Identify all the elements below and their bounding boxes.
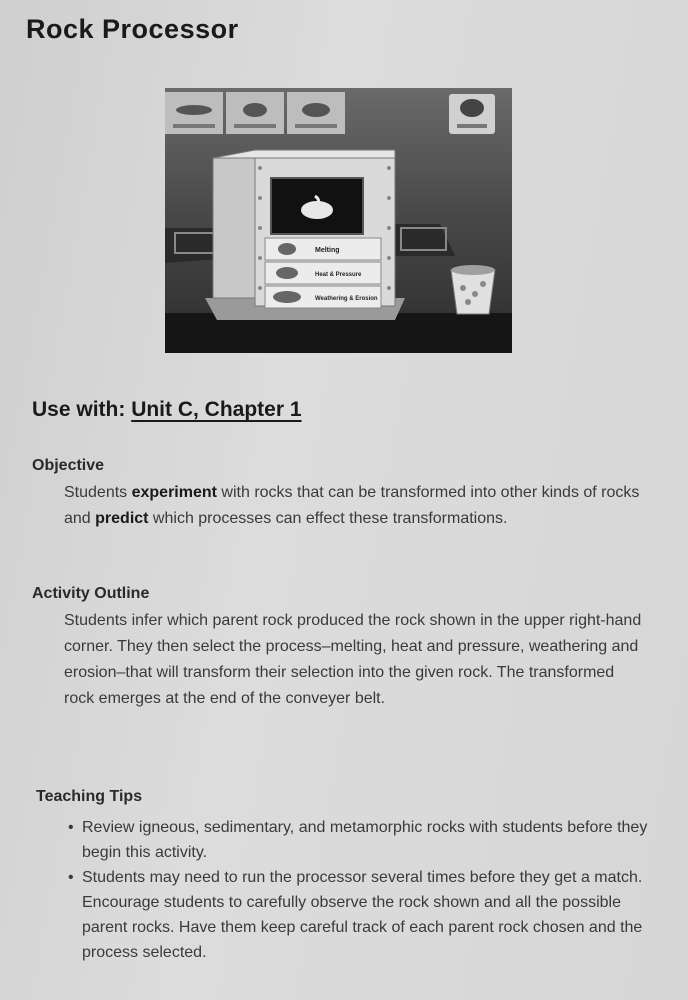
page-title: Rock Processor	[26, 14, 239, 44]
use-with-prefix: Use with:	[32, 398, 126, 421]
objective-text: Students experiment with rocks that can be transformed into other kinds of rocks and predict which processes can effect these transformations.	[64, 484, 640, 527]
keyword-predict: predict	[95, 510, 149, 527]
software-screenshot	[165, 88, 512, 353]
objective-heading: Objective	[32, 457, 105, 474]
use-with-line	[32, 398, 302, 422]
keyword-experiment: experiment	[131, 484, 217, 501]
heat-pressure-label: Heat & Pressure	[315, 272, 362, 278]
unit-chapter-reference: Unit C, Chapter 1	[131, 398, 302, 421]
activity-outline-heading: Activity Outline	[32, 585, 150, 602]
list-item: • Students may need to run the processor several times before they get a match. Encourage students to carefully observe the rock shown and all the possible parent rocks. Have them keep careful track of each parent rock chosen and the process selected.	[66, 865, 656, 965]
teaching-tips-heading: Teaching Tips	[36, 788, 143, 805]
list-item: • Review igneous, sedimentary, and metamorphic rocks with students before they begin this activity.	[66, 815, 656, 865]
melting-label: Melting	[315, 247, 340, 254]
screenshot-image	[165, 88, 512, 353]
teaching-tips-list	[66, 815, 656, 965]
activity-outline-text: Students infer which parent rock produced the rock shown in the upper right-hand corner. They then select the process–melting, heat and pressure, weathering and erosion–that will transform their selection into the given rock. The transformed rock emerges at the end of the conveyer belt.	[64, 612, 642, 707]
weathering-erosion-label: Weathering & Erosion	[315, 296, 378, 302]
